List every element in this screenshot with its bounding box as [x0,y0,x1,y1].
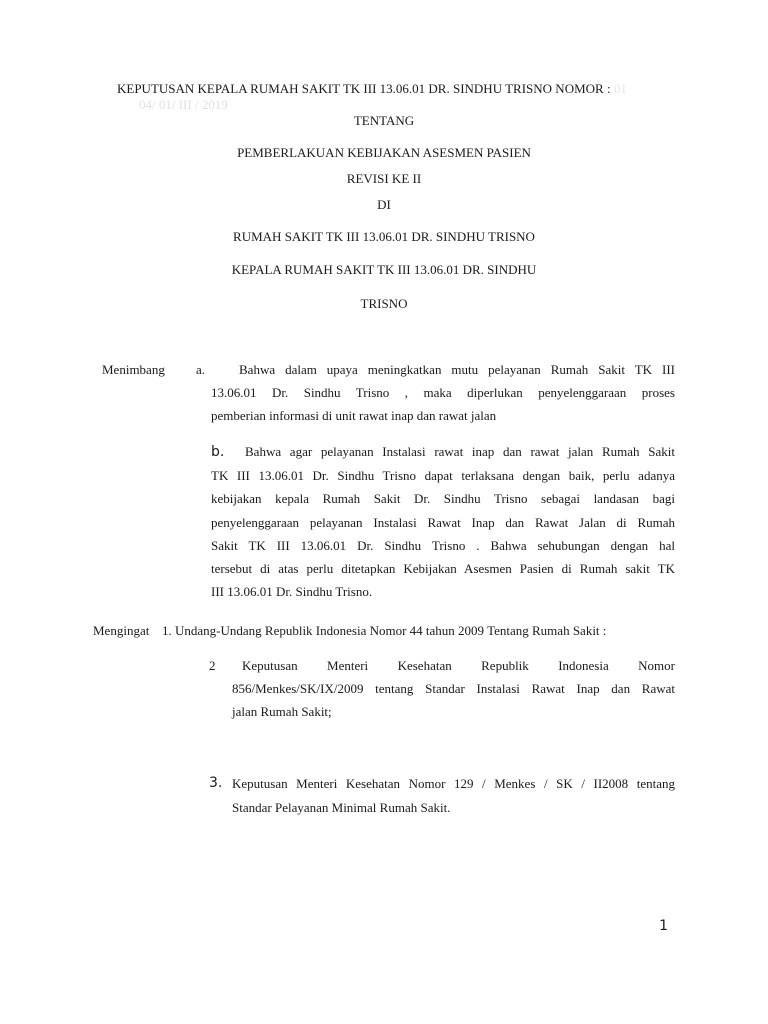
heading-subject: PEMBERLAKUAN KEBIJAKAN ASESMEN PASIEN [237,145,531,160]
title-number-faint: 01 [613,81,627,96]
mengingat-item-2-line: jalan Rumah Sakit; [232,704,332,719]
heading-revision: REVISI KE II [346,171,422,186]
page-number: 1 [659,918,668,934]
heading-hospital: RUMAH SAKIT TK III 13.06.01 DR. SINDHU TRISNO [233,229,535,244]
document-title [117,81,627,97]
menimbang-a-line: 13.06.01 Dr. Sindhu Trisno , maka diperlukan penyelenggaraan proses [211,385,675,400]
menimbang-a-line: pemberian informasi di unit rawat inap dan rawat jalan [211,408,497,423]
menimbang-b-line: Sakit TK III 13.06.01 Dr. Sindhu Trisno . Bahwa sehubungan dengan hal [211,538,675,553]
menimbang-b-marker: b. [211,444,225,460]
menimbang-a-line: Bahwa dalam upaya meningkatkan mutu pelayanan Rumah Sakit TK III [239,362,675,377]
menimbang-b-line: TK III 13.06.01 Dr. Sindhu Trisno dapat terlaksana dengan baik, perlu adanya [211,468,675,483]
menimbang-b-line: Bahwa agar pelayanan Instalasi rawat inap dan rawat jalan Rumah Sakit [245,444,675,459]
title-number-faint-2: 04/ 01/ III / 2019 [139,97,228,112]
mengingat-item-3-marker: 3. [209,775,223,791]
heading-authority-2: TRISNO [360,296,408,311]
menimbang-b-line: kebijakan kepala Rumah Sakit Dr. Sindhu Trisno sebagai landasan bagi [211,491,675,506]
mengingat-item-3-line: Keputusan Menteri Kesehatan Nomor 129 / Menkes / SK / II2008 tentang [232,776,675,791]
heading-di: DI [377,197,391,212]
menimbang-label: Menimbang [102,362,165,377]
menimbang-b-line: tersebut di atas perlu ditetapkan Kebijakan Asesmen Pasien di Rumah sakit TK [211,561,675,576]
mengingat-item-2-line: Keputusan Menteri Kesehatan Republik Indonesia Nomor [242,658,675,673]
menimbang-a-marker: a. [196,362,206,377]
mengingat-item-2-marker: 2 [209,658,216,673]
menimbang-b-line: III 13.06.01 Dr. Sindhu Trisno. [211,584,373,599]
title-main: KEPUTUSAN KEPALA RUMAH SAKIT TK III 13.06.01 DR. SINDHU TRISNO NOMOR : [117,81,611,96]
heading-authority-1: KEPALA RUMAH SAKIT TK III 13.06.01 DR. SINDHU [231,262,537,277]
mengingat-item-2-line: 856/Menkes/SK/IX/2009 tentang Standar Instalasi Rawat Inap dan Rawat [232,681,675,696]
mengingat-item-3-line: Standar Pelayanan Minimal Rumah Sakit. [232,800,451,815]
mengingat-item-1: 1. Undang-Undang Republik Indonesia Nomor 44 tahun 2009 Tentang Rumah Sakit : [162,623,607,638]
mengingat-label: Mengingat [93,623,150,638]
menimbang-b-line: penyelenggaraan pelayanan Instalasi Rawat Inap dan Rawat Jalan di Rumah [211,515,675,530]
heading-tentang: TENTANG [353,113,415,128]
